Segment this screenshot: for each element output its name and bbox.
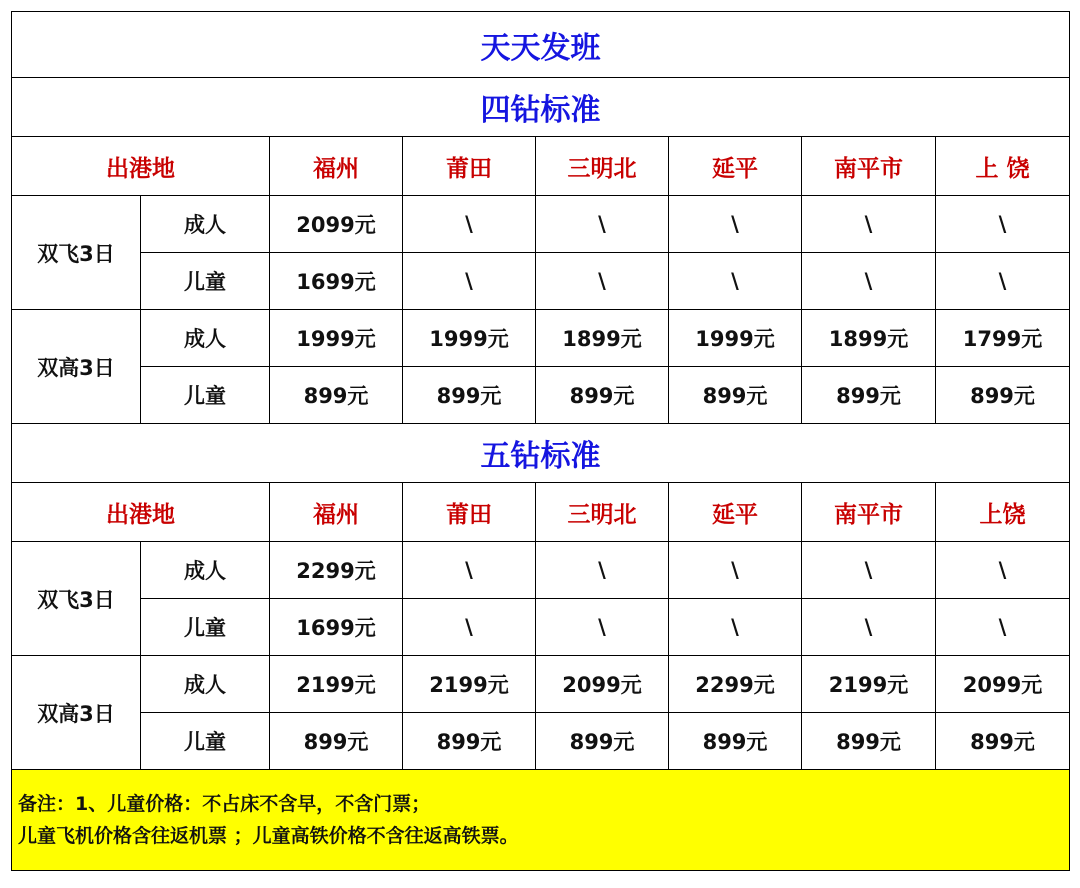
price-cell: \ [936, 196, 1070, 253]
price-cell: 899元 [936, 713, 1070, 770]
table-row [12, 253, 1070, 310]
table-row [12, 310, 1070, 367]
standard-title: 五钻标准 [12, 424, 1070, 483]
group-name: 双高3日 [12, 310, 141, 424]
price-cell: 899元 [536, 367, 669, 424]
price-cell: 899元 [669, 367, 802, 424]
city-header: 福州 [270, 483, 403, 542]
city-header: 延平 [669, 137, 802, 196]
price-sheet [11, 11, 1069, 871]
price-cell: 2099元 [936, 656, 1070, 713]
passenger-type: 成人 [141, 196, 270, 253]
price-cell: 1999元 [270, 310, 403, 367]
group-name: 双飞3日 [12, 196, 141, 310]
price-cell: 1899元 [802, 310, 936, 367]
price-cell: \ [936, 253, 1070, 310]
price-cell: 899元 [270, 367, 403, 424]
note-line: 备注：1、儿童价格：不占床不含早，不含门票； [18, 793, 431, 815]
price-cell: 2299元 [270, 542, 403, 599]
city-header: 莆田 [403, 483, 536, 542]
passenger-type: 成人 [141, 542, 270, 599]
price-cell: \ [669, 542, 802, 599]
table-row [12, 656, 1070, 713]
price-cell: 1899元 [536, 310, 669, 367]
price-cell: \ [802, 196, 936, 253]
origin-label: 出港地 [12, 483, 270, 542]
passenger-type: 成人 [141, 656, 270, 713]
passenger-type: 儿童 [141, 367, 270, 424]
price-cell: 1699元 [270, 253, 403, 310]
title-row [12, 12, 1070, 78]
note-line: 儿童飞机价格含往返机票 ；儿童高铁价格不含往返高铁票。 [18, 825, 519, 847]
price-cell: 2199元 [403, 656, 536, 713]
price-cell: \ [669, 196, 802, 253]
group-name: 双飞3日 [12, 542, 141, 656]
price-cell: \ [536, 542, 669, 599]
city-header: 莆田 [403, 137, 536, 196]
passenger-type: 成人 [141, 310, 270, 367]
price-cell: 1699元 [270, 599, 403, 656]
price-cell: 899元 [802, 713, 936, 770]
city-header: 上饶 [936, 483, 1070, 542]
header-row [12, 137, 1070, 196]
price-cell: 899元 [802, 367, 936, 424]
standard-title: 四钻标准 [12, 78, 1070, 137]
price-cell: \ [802, 542, 936, 599]
price-cell: 899元 [936, 367, 1070, 424]
price-cell: 2299元 [669, 656, 802, 713]
city-header: 延平 [669, 483, 802, 542]
group-name: 双高3日 [12, 656, 141, 770]
price-cell: 899元 [536, 713, 669, 770]
passenger-type: 儿童 [141, 599, 270, 656]
city-header: 福州 [270, 137, 403, 196]
price-cell: \ [802, 599, 936, 656]
city-header: 南平市 [802, 137, 936, 196]
price-cell: \ [536, 253, 669, 310]
price-cell: \ [802, 253, 936, 310]
price-cell: \ [403, 542, 536, 599]
price-cell: \ [536, 599, 669, 656]
origin-label: 出港地 [12, 137, 270, 196]
price-cell: \ [403, 196, 536, 253]
table-row [12, 599, 1070, 656]
price-cell: \ [669, 599, 802, 656]
price-cell: 899元 [403, 367, 536, 424]
price-cell: 1999元 [403, 310, 536, 367]
city-header: 上 饶 [936, 137, 1070, 196]
price-cell: \ [403, 599, 536, 656]
price-cell: 2099元 [536, 656, 669, 713]
city-header: 三明北 [536, 483, 669, 542]
city-header: 南平市 [802, 483, 936, 542]
price-cell: 1799元 [936, 310, 1070, 367]
price-cell: \ [936, 542, 1070, 599]
table-row [12, 542, 1070, 599]
standard-row [12, 424, 1070, 483]
price-cell: \ [669, 253, 802, 310]
price-cell: \ [536, 196, 669, 253]
price-cell: 2199元 [270, 656, 403, 713]
price-cell: 899元 [270, 713, 403, 770]
table-row [12, 713, 1070, 770]
price-cell: \ [403, 253, 536, 310]
table-row [12, 196, 1070, 253]
city-header: 三明北 [536, 137, 669, 196]
standard-row [12, 78, 1070, 137]
table-row [12, 367, 1070, 424]
price-table [11, 11, 1070, 871]
price-cell: \ [936, 599, 1070, 656]
price-cell: 1999元 [669, 310, 802, 367]
notes-row [12, 770, 1070, 871]
passenger-type: 儿童 [141, 253, 270, 310]
passenger-type: 儿童 [141, 713, 270, 770]
page-title: 天天发班 [12, 12, 1070, 78]
notes [12, 770, 1070, 871]
price-cell: 899元 [669, 713, 802, 770]
price-cell: 2099元 [270, 196, 403, 253]
header-row [12, 483, 1070, 542]
price-cell: 899元 [403, 713, 536, 770]
price-cell: 2199元 [802, 656, 936, 713]
